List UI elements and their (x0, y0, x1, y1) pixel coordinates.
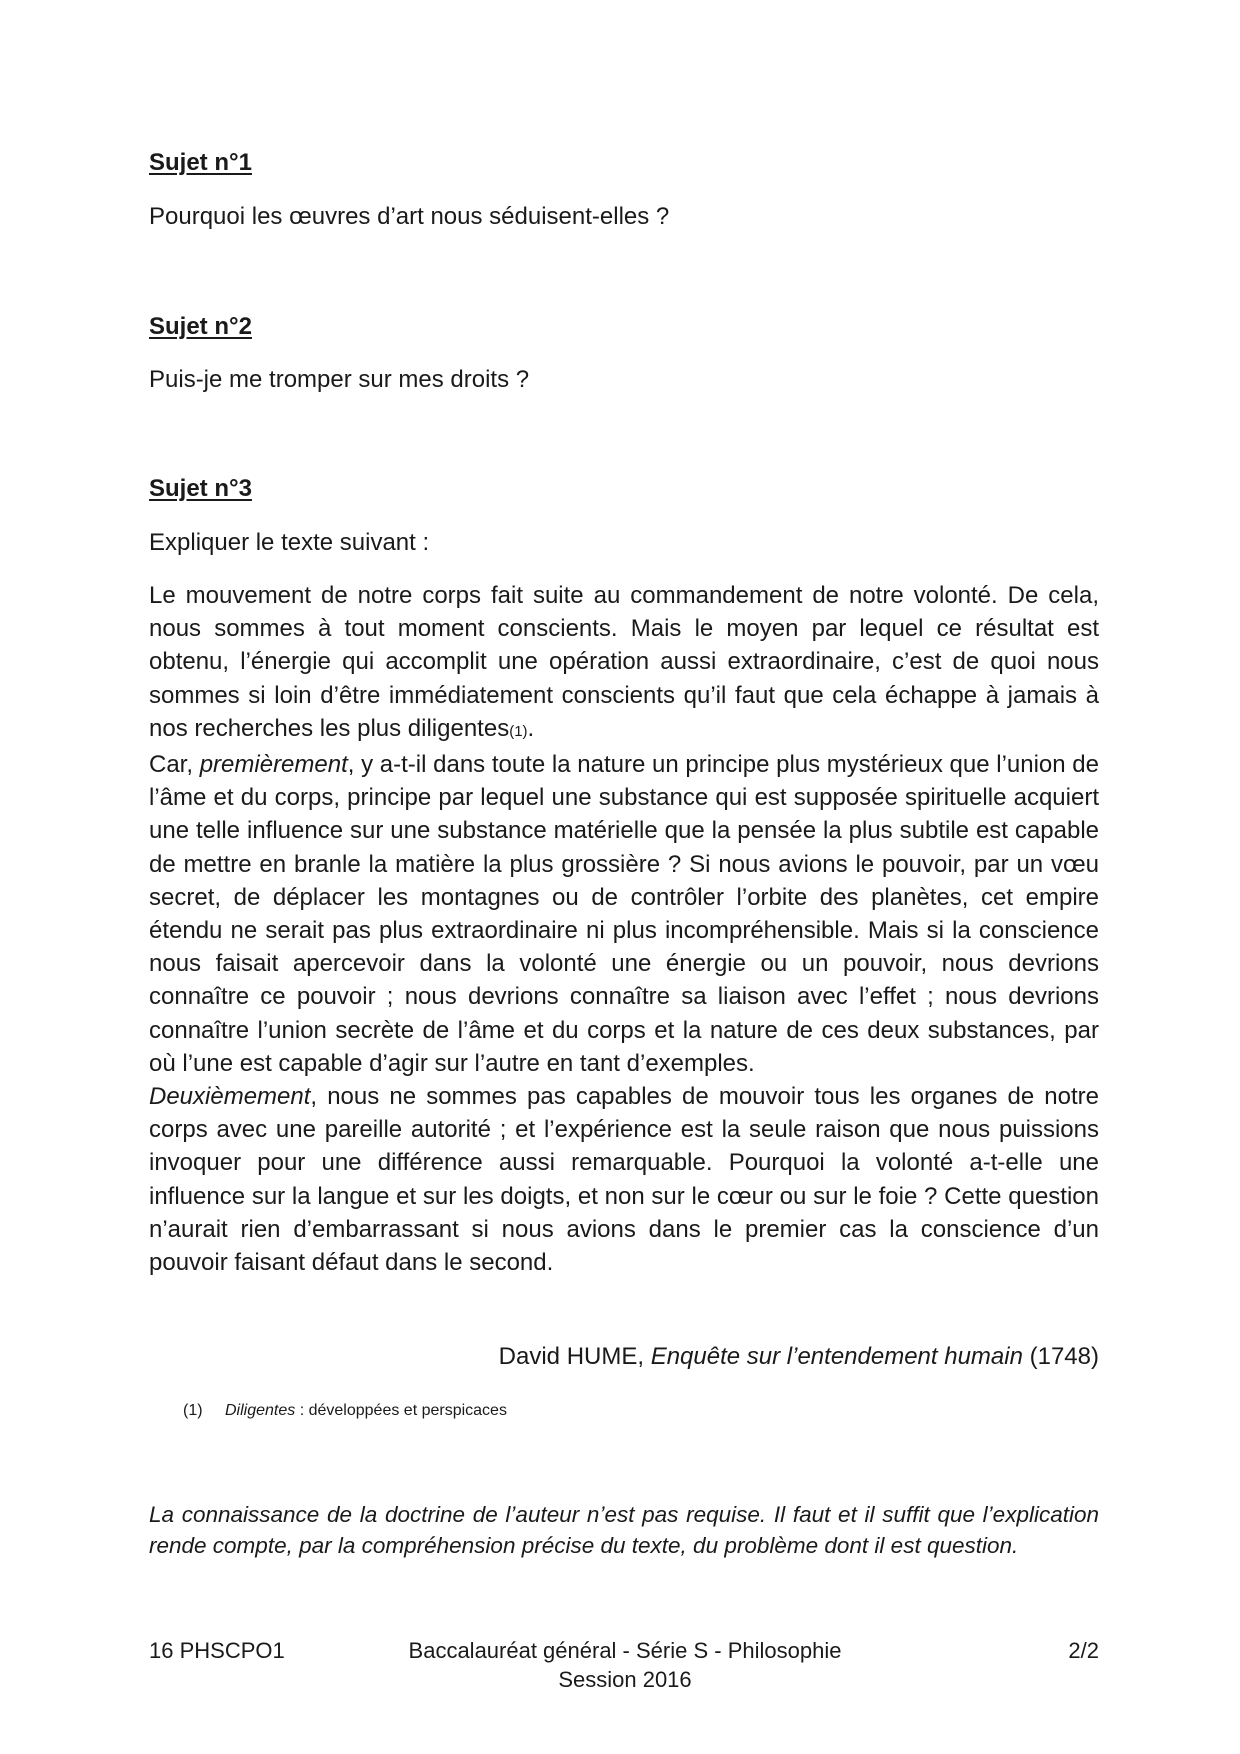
footnote (183, 1402, 507, 1420)
work-title: Enquête sur l’entendement humain (650, 1343, 1023, 1370)
instruction-note: La connaissance de la doctrine de l’auteur n’est pas requise. Il faut et il suffit que l’explication rende compte, par la compréhension précise du texte, du problème dont il est question. (149, 1502, 1099, 1558)
subject-2-heading: Sujet n°2 (149, 313, 252, 340)
subject-2-question: Puis-je me tromper sur mes droits ? (149, 366, 530, 393)
source-citation: David HUME, Enquête sur l’entendement humain (1748) (498, 1343, 1099, 1370)
subject-1-heading: Sujet n°1 (149, 149, 252, 176)
footnote-number: (1) (183, 1402, 203, 1419)
emphasis-deuxiemement: Deuxièmement (149, 1083, 311, 1111)
subject-3-instruction: Expliquer le texte suivant : (149, 529, 430, 556)
exam-session: Session 2016 (558, 1667, 692, 1692)
footnote-reference: (1) (509, 722, 528, 740)
subject-3-heading: Sujet n°3 (149, 475, 252, 502)
subject-1-question: Pourquoi les œuvres d’art nous séduisent-elles ? (149, 203, 670, 230)
philosophy-passage (149, 579, 1099, 1279)
passage-paragraph-3: Deuxièmement, nous ne sommes pas capables de mouvoir tous les organes de notre corps avec une pareille autorité ; et l’expérience est la seule raison que nous puissions invoquer pour une différence aussi remarquable. Pourquoi la volonté a-t-elle une influence sur la langue et sur les doigts, et non sur le cœur ou sur le foie ? Cette question n’aurait rien d’embarrassant si nous avions dans le premier cas la conscience d’un pouvoir faisant défaut dans le second. (149, 1083, 1099, 1277)
passage-paragraph-1: Le mouvement de notre corps fait suite au commandement de notre volonté. De cela, nous sommes à tout moment conscients. Mais le moyen par lequel ce résultat est obtenu, l’énergie qui accomplit une opération aussi extraordinaire, c’est de quoi nous sommes si loin d’être immédiatement conscients qu’il faut que cela échappe à jamais à nos recherches les plus diligentes(1). (149, 582, 1099, 742)
exam-code: 16 PHSCPO1 (149, 1638, 285, 1663)
page-number: 2/2 (1068, 1638, 1099, 1663)
emphasis-premierement: premièrement (199, 751, 348, 779)
footnote-definition: : développées et perspicaces (295, 1402, 507, 1419)
footnote-term: Diligentes (225, 1402, 296, 1419)
exam-title (340, 1636, 910, 1694)
exam-name: Baccalauréat général - Série S - Philosophie (408, 1638, 842, 1663)
passage-paragraph-2: Car, premièrement, y a-t-il dans toute la nature un principe plus mystérieux que l’union de l’âme et du corps, principe par lequel une substance qui est supposée spirituelle acquiert une telle influence sur une substance matérielle que la pensée la plus subtile est capable de mettre en branle la matière la plus grossière ? Si nous avions le pouvoir, par un vœu secret, de déplacer les montagnes ou de contrôler l’orbite des planètes, cet empire étendu ne serait pas plus extraordinaire ni plus incompréhensible. Mais si la conscience nous faisait apercevoir dans la volonté une énergie ou un pouvoir, nous devrions connaître ce pouvoir ; nous devrions connaître sa liaison avec l’effet ; nous devrions connaître l’union secrète de l’âme et du corps et la nature de ces deux substances, par où l’une est capable d’agir sur l’autre en tant d’exemples. (149, 751, 1100, 1077)
